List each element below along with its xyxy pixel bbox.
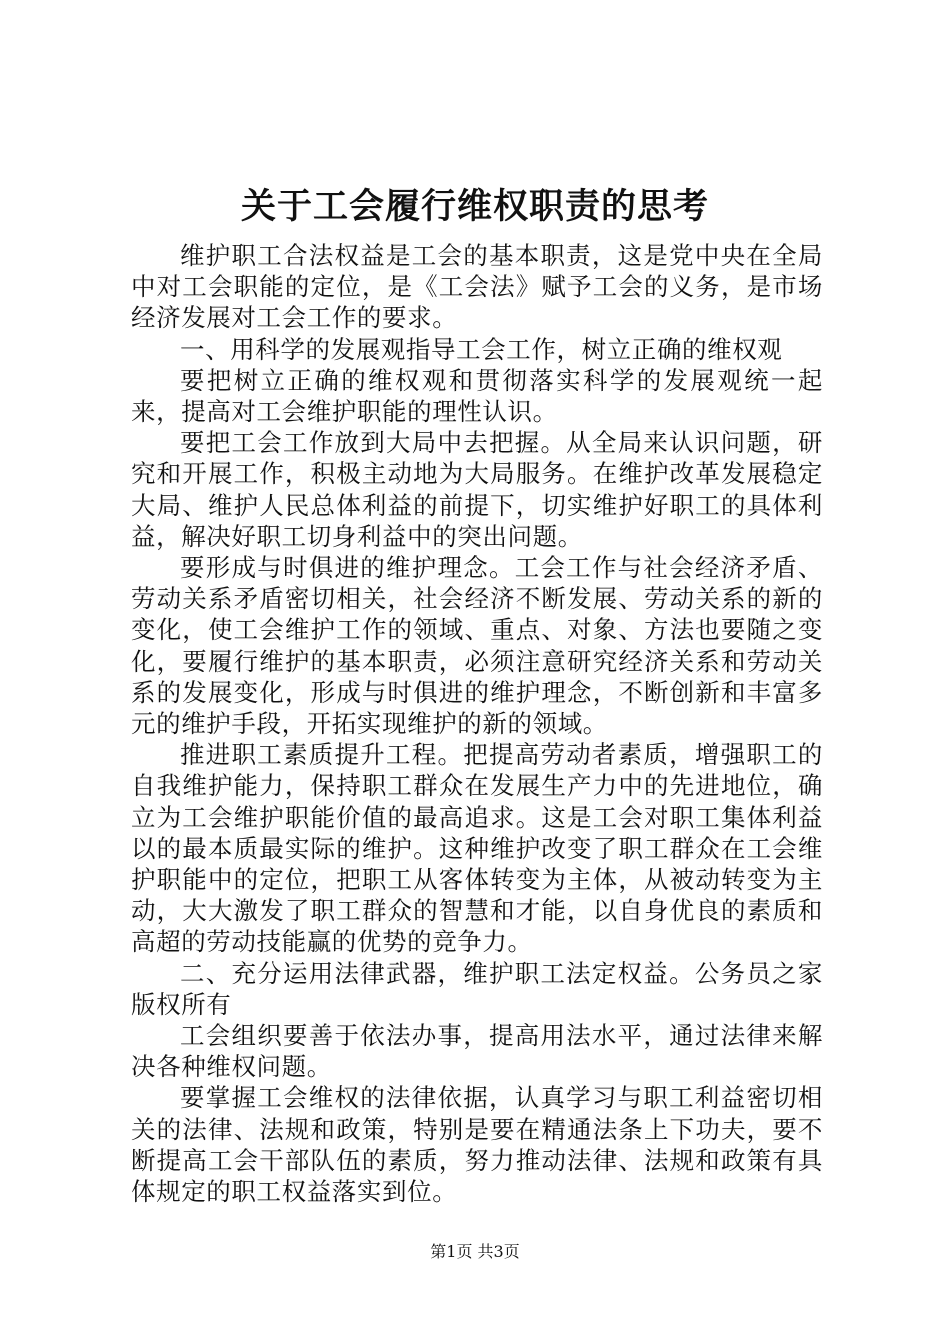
paragraph: 要形成与时俱进的维护理念。工会工作与社会经济矛盾、劳动关系矛盾密切相关，社会经济不断发展、劳动关系的新的变化，使工会维护工作的领域、重点、对象、方法也要随之变化，要履行维护的基本职责，必须注意研究经济关系和劳动关系的发展变化，形成与时俱进的维护理念，不断创新和丰富多元的维护手段，开拓实现维护的新的领域。 [131, 553, 823, 739]
document-body [131, 240, 823, 1207]
paragraph: 推进职工素质提升工程。把提高劳动者素质，增强职工的自我维护能力，保持职工群众在发展生产力中的先进地位，确立为工会维护职能价值的最高追求。这是工会对职工集体利益以的最本质最实际的维护。这种维护改变了职工群众在工会维护职能中的定位，把职工从客体转变为主体，从被动转变为主动，大大激发了职工群众的智慧和才能，以自身优良的素质和高超的劳动技能赢的优势的竞争力。 [131, 740, 823, 957]
document-title: 关于工会履行维权职责的思考 [240, 186, 709, 227]
section-heading: 一、用科学的发展观指导工会工作，树立正确的维权观 [180, 334, 783, 364]
paragraph: 维护职工合法权益是工会的基本职责，这是党中央在全局中对工会职能的定位，是《工会法》赋予工会的义务，是市场经济发展对工会工作的要求。 [131, 241, 823, 333]
page-footer: 第1页 共3页 [430, 1242, 520, 1261]
section-heading: 二、充分运用法律武器，维护职工法定权益。公务员之家版权所有 [131, 958, 823, 1019]
paragraph: 要把树立正确的维权观和贯彻落实科学的发展观统一起来，提高对工会维护职能的理性认识。 [131, 365, 823, 427]
paragraph: 工会组织要善于依法办事，提高用法水平，通过法律来解决各种维权问题。 [131, 1021, 823, 1082]
paragraph: 要把工会工作放到大局中去把握。从全局来认识问题，研究和开展工作，积极主动地为大局服务。在维护改革发展稳定大局、维护人民总体利益的前提下，切实维护好职工的具体利益，解决好职工切身利益中的突出问题。 [131, 428, 823, 551]
paragraph: 要掌握工会维权的法律依据，认真学习与职工利益密切相关的法律、法规和政策，特别是要在精通法条上下功夫，要不断提高工会干部队伍的素质，努力推动法律、法规和政策有具体规定的职工权益落实到位。 [131, 1083, 823, 1207]
